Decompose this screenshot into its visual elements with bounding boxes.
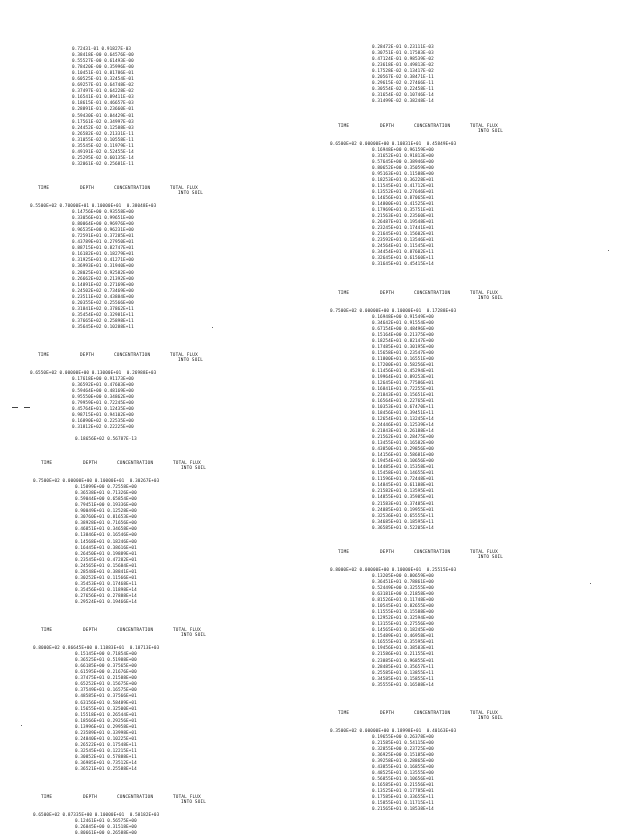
data-row: 0.37665E+02 0.25898E+11 bbox=[72, 318, 134, 324]
data-row: 0.23545E+01 0.47282E+01 bbox=[75, 557, 137, 563]
data-row: 0.46851E+01 0.34658E+00 bbox=[75, 527, 137, 533]
flux-col-header: TOTAL FLUX bbox=[170, 186, 198, 191]
data-row: 0.21585E+01 0.54115E+00 bbox=[372, 740, 434, 746]
flux-col-header: TOTAL FLUX bbox=[470, 123, 498, 129]
data-row: 0.16182E+01 0.18279E+01 bbox=[72, 252, 134, 258]
column-header bbox=[30, 353, 290, 365]
data-row: 0.29524E+01 0.19466E+14 bbox=[75, 599, 137, 605]
data-row: 0.35645E+02 0.10288E+11 bbox=[72, 324, 134, 330]
flux-col-header: TOTAL FLUX bbox=[170, 353, 198, 359]
data-row: 0.31654E-02 0.10746E-14 bbox=[372, 93, 434, 99]
data-row: 0.14800E+01 0.41525E+01 bbox=[372, 201, 434, 207]
time-col-header: TIME bbox=[41, 461, 53, 467]
data-row: 0.21565E+01 0.18538E+14 bbox=[372, 807, 434, 813]
left-margin-dash-1 bbox=[12, 407, 18, 408]
data-row: 0.17200E+01 0.58256E+01 bbox=[372, 362, 434, 368]
concentration-col-header: CONCENTRATION bbox=[114, 186, 151, 191]
data-row: 0.31925E+01 0.41271E+00 bbox=[72, 258, 134, 264]
column-header bbox=[30, 186, 290, 198]
data-row: 0.16585E+01 0.21556E+01 bbox=[372, 783, 434, 789]
data-row: 0.18254E+01 0.82147E+00 bbox=[372, 338, 434, 344]
data-row: 0.11800E+01 0.16551E+00 bbox=[372, 356, 434, 362]
data-row: 0.24564E+01 0.11545E+01 bbox=[372, 244, 434, 250]
data-row: 0.59464E+00 0.48169E+00 bbox=[72, 389, 134, 395]
depth-col-header: DEPTH bbox=[380, 123, 394, 129]
data-row: 0.35456E+01 0.11898E+14 bbox=[75, 587, 137, 593]
concentration-col-header: CONCENTRATION bbox=[414, 549, 451, 555]
data-row: 0.23885E+01 0.96855E+01 bbox=[372, 658, 434, 664]
time-step-rows bbox=[72, 377, 134, 431]
data-row: 0.28025E+01 0.92582E+00 bbox=[72, 270, 134, 276]
lead-rows bbox=[372, 45, 434, 105]
data-row: 0.14756E+00 0.93558E+00 bbox=[72, 210, 134, 216]
data-row: 0.63156E+01 0.58489E+01 bbox=[75, 700, 137, 706]
data-row: 0.45764E+01 0.12435E+00 bbox=[72, 407, 134, 413]
data-row: 0.43850E+01 0.29856E+00 bbox=[372, 447, 434, 453]
data-row: 0.16948E+00 0.96159E+00 bbox=[372, 147, 434, 153]
concentration-col-header: CONCENTRATION bbox=[117, 461, 154, 467]
data-row: 0.32536E+01 0.65555E+11 bbox=[372, 513, 434, 519]
flux-col-header: TOTAL FLUX bbox=[173, 461, 201, 467]
data-row: 0.96535E+00 0.96231E+00 bbox=[72, 228, 134, 234]
data-row: 0.23511E+02 0.43884E+00 bbox=[72, 294, 134, 300]
data-row: 0.52449E+00 0.32555E+00 bbox=[372, 585, 434, 591]
data-row: 0.72431-01 0.91827E-03 bbox=[72, 47, 132, 52]
data-row: 0.18615E-01 0.46657E-03 bbox=[72, 101, 134, 107]
data-row: 0.11596E+01 0.72448E+01 bbox=[372, 477, 434, 483]
data-row: 0.69257E-01 0.64748E-02 bbox=[72, 83, 134, 89]
time-col-header: TIME bbox=[41, 795, 53, 801]
data-row: 0.34642E+01 0.91554E+00 bbox=[372, 320, 434, 326]
data-row: 0.21843E+01 0.15651E+01 bbox=[372, 393, 434, 399]
scan-speck-3 bbox=[21, 725, 22, 726]
data-row: 0.25295E-02 0.60135E-14 bbox=[72, 155, 134, 161]
time-step-rows bbox=[72, 210, 134, 331]
data-row: 0.34585E+01 0.15855E+11 bbox=[372, 676, 434, 682]
data-row: 0.31645E+01 0.45415E+14 bbox=[372, 262, 434, 268]
data-row: 0.32855E+00 0.23725E+00 bbox=[372, 746, 434, 752]
flux-col-subheader: INTO SOIL bbox=[181, 466, 207, 472]
flux-col-subheader: INTO SOIL bbox=[478, 128, 504, 134]
data-row: 0.31055E-02 0.10558E-11 bbox=[72, 137, 134, 143]
data-row: 0.49191E-02 0.52455E-14 bbox=[72, 149, 134, 155]
data-row: 0.38928E+01 0.71656E+00 bbox=[75, 521, 137, 527]
column-header bbox=[330, 124, 590, 136]
data-row: 0.60525E-01 0.32454E-01 bbox=[72, 77, 134, 83]
data-row: 0.29615E-02 0.27466E-11 bbox=[372, 81, 434, 87]
data-row: 0.12952E+01 0.32594E+00 bbox=[372, 616, 434, 622]
flux-col-subheader: INTO SOIL bbox=[478, 295, 504, 301]
data-row: 0.11555E+01 0.15588E+00 bbox=[372, 610, 434, 616]
data-row: 0.57645E+00 0.38946E+00 bbox=[372, 159, 434, 165]
time-step-rows bbox=[75, 819, 137, 837]
data-row: 0.36538E+01 0.71326E+00 bbox=[75, 491, 137, 497]
time-step-rows bbox=[372, 735, 434, 814]
flux-col-header: TOTAL FLUX bbox=[173, 795, 201, 801]
data-row: 0.80652E+00 0.35059E+00 bbox=[372, 165, 434, 171]
depth-col-header: DEPTH bbox=[80, 353, 94, 359]
time-col-header: TIME bbox=[338, 549, 350, 555]
depth-col-header: DEPTH bbox=[83, 461, 97, 467]
data-row: 0.28891E-01 0.23660E-01 bbox=[72, 107, 134, 113]
data-row: 0.21582E+01 0.13595E+01 bbox=[372, 489, 434, 495]
scan-speck-4 bbox=[590, 583, 591, 584]
data-row: 0.35454E+02 0.32981E+11 bbox=[72, 312, 134, 318]
data-row: 0.21586E+01 0.21155E+01 bbox=[372, 652, 434, 658]
data-row: 0.15855E+01 0.11715E+11 bbox=[372, 801, 434, 807]
depth-col-header: DEPTH bbox=[380, 710, 394, 716]
time-step-first-row: 0.5500E+02 0.70000E+01 0.10000E+01 0.38048E+03 bbox=[30, 204, 157, 209]
data-row: 0.25585E+01 0.13855E+11 bbox=[372, 670, 434, 676]
data-row: 0.17618E+00 0.91173E+00 bbox=[72, 377, 134, 383]
data-row: 0.17585E+01 0.33655E+11 bbox=[372, 795, 434, 801]
concentration-col-header: CONCENTRATION bbox=[117, 795, 154, 801]
data-row: 0.34685E+01 0.18595E+11 bbox=[372, 519, 434, 525]
data-row: 0.18566E+01 0.29256E+01 bbox=[75, 718, 137, 724]
data-row: 0.13455E+01 0.16582E+00 bbox=[372, 441, 434, 447]
data-row: 0.36592E+01 0.47603E+00 bbox=[72, 383, 134, 389]
time-step-first-row: 0.6550E+02 0.00000E+00 0.13000E+01 0.26988E+03 bbox=[30, 371, 157, 377]
time-step-first-row: 0.6500E+02 0.00000E+00 0.10831E+01 0.45849E+03 bbox=[330, 141, 457, 147]
data-row: 0.23589E+01 0.33998E+01 bbox=[75, 730, 137, 736]
lead-rows bbox=[75, 437, 137, 443]
depth-col-header: DEPTH bbox=[380, 549, 394, 555]
data-row: 0.10451E-01 0.81786E-01 bbox=[72, 71, 134, 77]
time-step-first-row: 0.8000E+02 0.86645E+00 0.11883E+01 0.18713E+03 bbox=[33, 646, 160, 652]
data-row: 0.98715E+01 0.94102E+00 bbox=[72, 413, 134, 419]
data-row: 0.31841E+02 0.37862E+11 bbox=[72, 306, 134, 312]
data-row: 0.31499E-02 0.38248E-14 bbox=[372, 99, 434, 105]
data-row: 0.19456E+01 0.38583E+01 bbox=[372, 646, 434, 652]
time-step-first-row: 0.7500E+02 0.00000E+00 0.10000E+01 0.17288E+03 bbox=[330, 308, 457, 314]
data-row: 0.28472E-01 0.23111E-03 bbox=[372, 45, 434, 50]
data-row: 0.21583E+01 0.37485E+01 bbox=[372, 501, 434, 507]
data-row: 0.59430E-01 0.84429E-01 bbox=[72, 113, 134, 119]
data-row: 0.35453E+01 0.17468E+11 bbox=[75, 581, 137, 587]
data-row: 0.12645E+01 0.77586E+01 bbox=[372, 381, 434, 387]
data-row: 0.13846E+01 0.16546E+00 bbox=[75, 533, 137, 539]
left-margin-dash-2 bbox=[24, 407, 30, 408]
data-row: 0.36585E+01 0.52205E+14 bbox=[372, 525, 434, 531]
time-step-rows bbox=[372, 574, 434, 689]
data-row: 0.15164E+00 0.21375E+00 bbox=[372, 332, 434, 338]
data-row: 0.11545E+01 0.41712E+01 bbox=[372, 183, 434, 189]
data-row: 0.36925E+00 0.15185E+00 bbox=[372, 752, 434, 758]
data-row: 0.16841E+01 0.72255E+01 bbox=[372, 387, 434, 393]
data-row: 0.11456E+01 0.45294E+01 bbox=[372, 369, 434, 375]
data-row: 0.16948E+00 0.91549E+00 bbox=[372, 314, 434, 320]
data-row: 0.66185E+00 0.37565E+00 bbox=[75, 664, 137, 670]
concentration-col-header: CONCENTRATION bbox=[117, 628, 154, 634]
data-row: 0.88715E+01 0.82747E+01 bbox=[72, 246, 134, 252]
data-row: 0.30554E-02 0.22458E-11 bbox=[372, 87, 434, 93]
data-row: 0.15458E+01 0.14655E+01 bbox=[372, 471, 434, 477]
data-row: 0.24840E+01 0.10225E+01 bbox=[75, 736, 137, 742]
data-row: 0.36993E+01 0.31940E+00 bbox=[72, 264, 134, 270]
concentration-col-header: CONCENTRATION bbox=[114, 353, 151, 359]
data-row: 0.30760E+01 0.81653E+00 bbox=[75, 515, 137, 521]
lead-rows bbox=[372, 435, 434, 532]
data-row: 0.31652E+01 0.91813E+00 bbox=[372, 153, 434, 159]
data-row: 0.21645E+01 0.15602E+01 bbox=[372, 232, 434, 238]
data-row: 0.18656E+02 0.56787E-13 bbox=[75, 437, 137, 442]
depth-col-header: DEPTH bbox=[83, 795, 97, 801]
data-row: 0.55527E-00 0.61493E-00 bbox=[72, 59, 134, 65]
data-row: 0.43855E+01 0.16855E+00 bbox=[372, 765, 434, 771]
lead-rows bbox=[72, 47, 134, 168]
flux-col-header: TOTAL FLUX bbox=[470, 549, 498, 555]
data-row: 0.81526E+01 0.11748E+00 bbox=[372, 598, 434, 604]
data-row: 0.80661E+00 0.26588E+00 bbox=[75, 831, 137, 837]
data-row: 0.36451E+01 0.78861E+00 bbox=[372, 579, 434, 585]
column-header bbox=[330, 291, 590, 303]
data-row: 0.14891E+02 0.27169E+00 bbox=[72, 282, 134, 288]
flux-col-subheader: INTO SOIL bbox=[181, 800, 207, 806]
data-row: 0.95550E+00 0.34862E+00 bbox=[72, 395, 134, 401]
data-row: 0.37475E+01 0.21588E+00 bbox=[75, 676, 137, 682]
data-row: 0.16541E-01 0.89411E-03 bbox=[72, 95, 134, 101]
data-row: 0.17969E+01 0.35751E+01 bbox=[372, 208, 434, 214]
data-row: 0.16555E+01 0.35595E+01 bbox=[372, 640, 434, 646]
data-row: 0.15518E+01 0.26544E+01 bbox=[75, 712, 137, 718]
data-row: 0.28485E+01 0.35657E+11 bbox=[372, 664, 434, 670]
data-row: 0.15658E+01 0.23547E+00 bbox=[372, 350, 434, 356]
column-header bbox=[33, 628, 293, 640]
data-row: 0.19964E+01 0.89253E+01 bbox=[372, 375, 434, 381]
data-row: 0.14565E+01 0.18245E+00 bbox=[372, 628, 434, 634]
data-row: 0.10545E+01 0.82655E+00 bbox=[372, 604, 434, 610]
data-row: 0.21843E+01 0.26188E+14 bbox=[372, 429, 434, 435]
data-row: 0.30852E+01 0.57888E+11 bbox=[75, 754, 137, 760]
data-row: 0.16890E+02 0.22535E+00 bbox=[72, 419, 134, 425]
data-row: 0.38418E-00 0.64576E-00 bbox=[72, 53, 134, 59]
flux-col-subheader: INTO SOIL bbox=[178, 358, 204, 364]
column-header bbox=[33, 461, 293, 473]
scan-speck-2 bbox=[608, 250, 609, 251]
data-row: 0.18253E+01 0.36228E+01 bbox=[372, 177, 434, 183]
data-row: 0.24502E+02 0.73469E+00 bbox=[72, 288, 134, 294]
data-row: 0.17485E+01 0.30195E+00 bbox=[372, 344, 434, 350]
time-step-first-row: 0.3500E+02 0.00000E+00 0.18998E+01 0.40163E+03 bbox=[330, 728, 457, 734]
data-row: 0.31812E+02 0.22225E+00 bbox=[72, 425, 134, 431]
time-col-header: TIME bbox=[41, 628, 53, 634]
data-row: 0.61595E+00 0.21676E+00 bbox=[75, 670, 137, 676]
flux-col-header: TOTAL FLUX bbox=[470, 290, 498, 296]
flux-col-header: TOTAL FLUX bbox=[470, 710, 498, 716]
data-row: 0.80064E+00 0.96976E+00 bbox=[72, 222, 134, 228]
data-row: 0.21562E+01 0.28475E+00 bbox=[372, 435, 434, 440]
concentration-col-header: CONCENTRATION bbox=[414, 290, 451, 296]
data-row: 0.37497E-01 0.64228E-02 bbox=[72, 89, 134, 95]
data-row: 0.65252E+01 0.15675E+00 bbox=[75, 682, 137, 688]
flux-col-subheader: INTO SOIL bbox=[178, 191, 204, 196]
column-header bbox=[330, 711, 590, 723]
time-step-first-row: 0.7500E+02 0.00000E+00 0.10000E+01 0.30267E+03 bbox=[33, 479, 160, 485]
data-row: 0.14656E+01 0.87065E+01 bbox=[372, 195, 434, 201]
data-row: 0.90049E+01 0.12528E+00 bbox=[75, 509, 137, 515]
data-row: 0.34454E+01 0.87602E+11 bbox=[372, 250, 434, 256]
data-row: 0.13155E+01 0.27556E+00 bbox=[372, 622, 434, 628]
data-row: 0.43789E+01 0.27950E+01 bbox=[72, 240, 134, 246]
data-row: 0.24446E+01 0.12539E+14 bbox=[372, 423, 434, 429]
data-row: 0.18456E+01 0.39451E+11 bbox=[372, 411, 434, 417]
time-col-header: TIME bbox=[38, 186, 50, 191]
data-row: 0.79959E+01 0.72245E+00 bbox=[72, 401, 134, 407]
data-row: 0.63181E+00 0.21858E+00 bbox=[372, 591, 434, 597]
data-row: 0.26662E+02 0.21392E+00 bbox=[72, 276, 134, 282]
data-row: 0.12461E+01 0.56575E+00 bbox=[75, 819, 137, 825]
time-step-first-row: 0.6500E+02 0.87335E+00 0.10000E+01 0.58182E+03 bbox=[33, 813, 160, 819]
data-row: 0.36985E+01 0.73512E+14 bbox=[75, 760, 137, 766]
data-row: 0.16445E+01 0.38616E+01 bbox=[75, 545, 137, 551]
data-row: 0.20355E+02 0.25566E+00 bbox=[72, 300, 134, 306]
data-row: 0.17528E-02 0.13417E-02 bbox=[372, 69, 434, 75]
data-row: 0.26582E-02 0.21331E-11 bbox=[72, 131, 134, 137]
data-row: 0.24885E+01 0.19955E+01 bbox=[372, 507, 434, 513]
data-row: 0.14156E+01 0.58681E+00 bbox=[372, 453, 434, 459]
data-row: 0.26522E+01 0.17548E+11 bbox=[75, 742, 137, 748]
time-step-rows bbox=[372, 148, 434, 269]
data-row: 0.15655E+01 0.32500E+01 bbox=[75, 706, 137, 712]
scan-speck-1 bbox=[212, 327, 213, 328]
flux-col-header: TOTAL FLUX bbox=[173, 628, 201, 634]
data-row: 0.39258E+01 0.28865E+00 bbox=[372, 759, 434, 765]
data-row: 0.95163E+01 0.11588E+00 bbox=[372, 171, 434, 177]
flux-col-subheader: INTO SOIL bbox=[478, 715, 504, 721]
flux-col-subheader: INTO SOIL bbox=[181, 633, 207, 639]
data-row: 0.37549E+01 0.16575E+00 bbox=[75, 688, 137, 694]
data-row: 0.13996E+01 0.29958E+01 bbox=[75, 724, 137, 730]
data-row: 0.14485E+01 0.15358E+01 bbox=[372, 465, 434, 471]
data-row: 0.17561E-02 0.34997E-03 bbox=[72, 119, 134, 125]
data-row: 0.16564E+01 0.22765E+01 bbox=[372, 399, 434, 405]
column-header bbox=[33, 795, 293, 807]
data-row: 0.27656E+01 0.27888E+14 bbox=[75, 593, 137, 599]
data-row: 0.23618E-01 0.49813E-02 bbox=[372, 63, 434, 69]
data-row: 0.20567E-02 0.38471E-11 bbox=[372, 75, 434, 81]
data-row: 0.24565E+01 0.15684E+01 bbox=[75, 563, 137, 569]
data-row: 0.15899E+00 0.72558E+00 bbox=[75, 485, 137, 491]
data-row: 0.13552E+01 0.27646E+01 bbox=[372, 189, 434, 195]
data-row: 0.14855E+01 0.35985E+01 bbox=[372, 495, 434, 501]
data-row: 0.14845E+01 0.61188E+01 bbox=[372, 483, 434, 489]
data-row: 0.36525E+01 0.51988E+00 bbox=[75, 658, 137, 664]
data-row: 0.56855E+01 0.10656E+01 bbox=[372, 777, 434, 783]
data-row: 0.48585E+01 0.37566E+01 bbox=[75, 694, 137, 700]
data-row: 0.15145E+00 0.71854E+00 bbox=[75, 652, 137, 658]
data-row: 0.15489E+01 0.46958E+01 bbox=[372, 634, 434, 640]
time-col-header: TIME bbox=[338, 290, 350, 296]
depth-col-header: DEPTH bbox=[83, 628, 97, 634]
concentration-col-header: CONCENTRATION bbox=[414, 710, 451, 716]
data-row: 0.48525E+01 0.13555E+00 bbox=[372, 771, 434, 777]
data-row: 0.35555E+01 0.16588E+14 bbox=[372, 682, 434, 688]
time-col-header: TIME bbox=[338, 710, 350, 716]
data-row: 0.32061E-02 0.25681E-11 bbox=[72, 161, 134, 167]
data-row: 0.24452E-02 0.12588E-03 bbox=[72, 125, 134, 131]
depth-col-header: DEPTH bbox=[80, 186, 94, 191]
data-row: 0.32645E+01 0.61560E+11 bbox=[372, 256, 434, 262]
data-row: 0.72591E+01 0.37285E+01 bbox=[72, 234, 134, 240]
data-row: 0.23245E+01 0.17441E+01 bbox=[372, 226, 434, 232]
time-col-header: TIME bbox=[338, 123, 350, 129]
data-row: 0.26845E+00 0.31518E+00 bbox=[75, 825, 137, 831]
data-row: 0.30252E+01 0.11566E+01 bbox=[75, 575, 137, 581]
flux-col-subheader: INTO SOIL bbox=[478, 554, 504, 560]
depth-col-header: DEPTH bbox=[380, 290, 394, 296]
data-row: 0.33056E+01 0.99651E+00 bbox=[72, 216, 134, 222]
column-header bbox=[330, 550, 590, 562]
data-row: 0.19454E+01 0.10656E+00 bbox=[372, 459, 434, 465]
data-row: 0.26487E+01 0.19548E+01 bbox=[372, 220, 434, 226]
time-col-header: TIME bbox=[38, 353, 50, 359]
data-row: 0.21563E+01 0.23560E+01 bbox=[372, 214, 434, 220]
data-row: 0.10353E+01 0.67470E+11 bbox=[372, 405, 434, 411]
data-row: 0.47124E-01 0.98539E-02 bbox=[372, 57, 434, 63]
data-row: 0.35545E-02 0.11979E-11 bbox=[72, 143, 134, 149]
time-step-first-row: 0.8000E+02 0.00000E+00 0.10000E+01 0.25515E+03 bbox=[330, 567, 457, 573]
data-row: 0.19655E+00 0.26378E+00 bbox=[372, 734, 434, 740]
data-row: 0.59044E+00 0.65854E+00 bbox=[75, 497, 137, 503]
data-row: 0.67154E+00 0.48496E+00 bbox=[372, 326, 434, 332]
concentration-col-header: CONCENTRATION bbox=[414, 123, 451, 129]
data-row: 0.78420E-00 0.35996E-00 bbox=[72, 65, 134, 71]
data-row: 0.12654E+01 0.13245E+14 bbox=[372, 417, 434, 423]
data-row: 0.36521E+01 0.25588E+14 bbox=[75, 767, 137, 773]
data-row: 0.79451E+00 0.19336E+00 bbox=[75, 503, 137, 509]
data-row: 0.26450E+01 0.19889E+01 bbox=[75, 551, 137, 557]
time-step-rows bbox=[75, 652, 137, 773]
data-row: 0.28548E+01 0.38841E+01 bbox=[75, 569, 137, 575]
data-row: 0.13205E+00 0.80659E+00 bbox=[372, 573, 434, 579]
data-row: 0.32545E+01 0.12215E+11 bbox=[75, 748, 137, 754]
data-row: 0.14568E+01 0.18246E+00 bbox=[75, 539, 137, 545]
data-row: 0.13525E+01 0.17785E+01 bbox=[372, 789, 434, 795]
data-row: 0.23592E+01 0.13546E+01 bbox=[372, 238, 434, 244]
data-row: 0.30751E-01 0.17583E-03 bbox=[372, 51, 434, 57]
time-step-rows bbox=[75, 485, 137, 606]
time-step-rows bbox=[372, 315, 434, 436]
